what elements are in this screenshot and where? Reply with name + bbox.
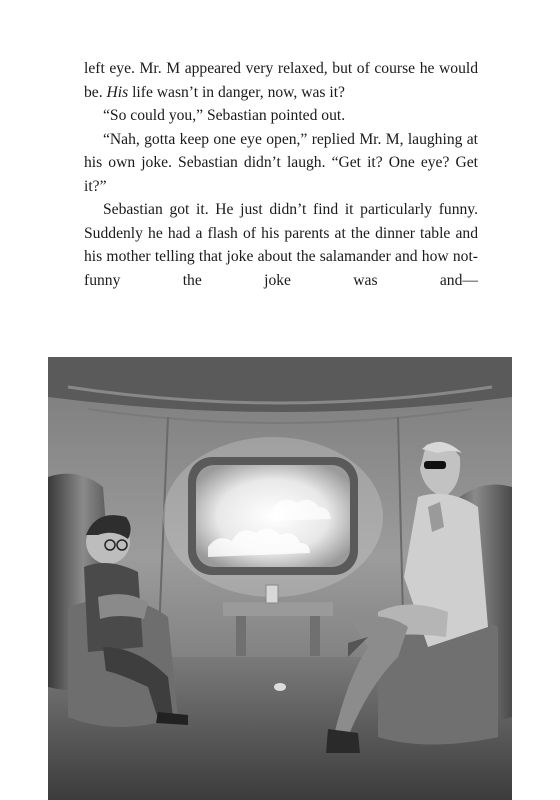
illustration-art	[48, 357, 512, 800]
text-run: left eye. Mr. M appeared very relaxed, but of course he would be.	[84, 60, 478, 101]
paragraph-2	[84, 104, 478, 128]
cabin-illustration	[48, 357, 512, 800]
text-run: life wasn’t in danger, now, was it?	[128, 83, 345, 101]
italic-run: His	[106, 83, 129, 101]
paragraph-3	[84, 128, 478, 199]
text-run: Sebastian got it. He just didn’t find it particularly funny. Suddenly he had a flash of his parents at the dinner table and his mother telling that joke about the salamander and how not-funny the joke was and—	[84, 201, 478, 289]
paragraph-1	[84, 57, 478, 104]
text-run: “So could you,” Sebastian pointed out.	[103, 107, 346, 124]
paragraph-4	[84, 198, 478, 292]
text-run: “Nah, gotta keep one eye open,” replied Mr. M, laughing at his own joke. Sebastian didn’t laugh. “Get it? One eye? Get it?”	[84, 130, 478, 195]
page-text	[84, 57, 478, 292]
